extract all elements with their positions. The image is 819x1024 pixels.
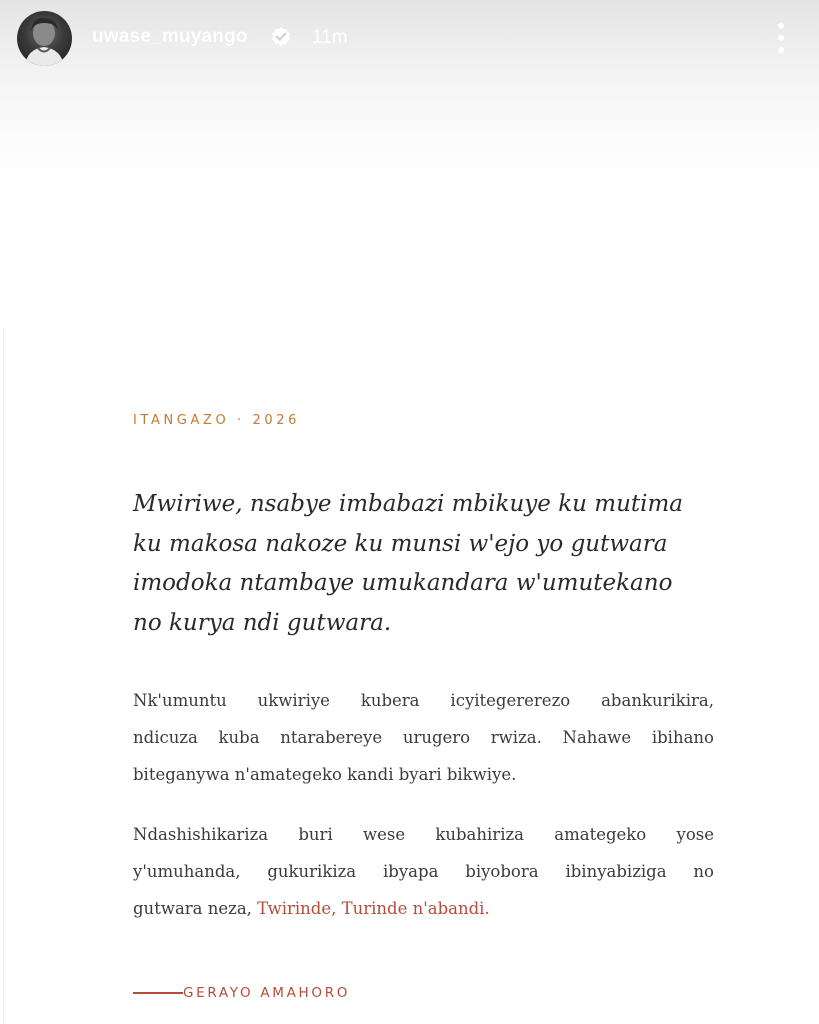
more-dot [778, 35, 784, 41]
paragraph-line: biteganywa n'amategeko kandi byari bikwiye. [133, 765, 517, 784]
headline-line: imodoka ntambaye umukandara w'umutekano [133, 570, 673, 596]
more-dot [778, 47, 784, 53]
story-header [0, 0, 819, 76]
avatar-photo-icon [17, 11, 72, 66]
signature-rule [133, 992, 183, 994]
paragraph-line [133, 890, 714, 927]
paragraph-text: gutwara neza, [133, 899, 258, 918]
more-options-icon[interactable] [770, 20, 794, 56]
announcement-headline [133, 485, 733, 643]
announcement-paragraph-1 [133, 682, 714, 793]
story-timestamp: 11m [312, 27, 348, 48]
headline-line: no kurya ndi gutwara. [133, 609, 392, 636]
signature [133, 985, 350, 1001]
paragraph-line: Ndashishikariza buri wese kubahiriza amategeko yose [133, 825, 714, 844]
signature-name: GERAYO AMAHORO [183, 985, 351, 1001]
announcement-tag: ITANGAZO · 2026 [133, 413, 300, 428]
story-username[interactable]: uwase_muyango [92, 26, 248, 47]
headline-line: ku makosa nakoze ku munsi w'ejo yo gutwara [133, 530, 668, 557]
paragraph-line: Nk'umuntu ukwiriye kubera icyitegererezo abankurikira, [133, 691, 714, 710]
verified-badge-icon [270, 26, 292, 48]
paragraph-line: y'umuhanda, gukurikiza ibyapa biyobora ibinyabiziga no [133, 862, 714, 881]
slogan-highlight: Twirinde, Turinde n'abandi. [257, 899, 490, 918]
more-dot [778, 23, 784, 29]
headline-line: Mwiriwe, nsabye imbabazi mbikuye ku mutima [133, 491, 684, 517]
announcement-paragraph-2 [133, 816, 714, 927]
avatar[interactable] [17, 11, 72, 66]
paragraph-line: ndicuza kuba ntarabereye urugero rwiza. Nahawe ibihano [133, 728, 714, 747]
